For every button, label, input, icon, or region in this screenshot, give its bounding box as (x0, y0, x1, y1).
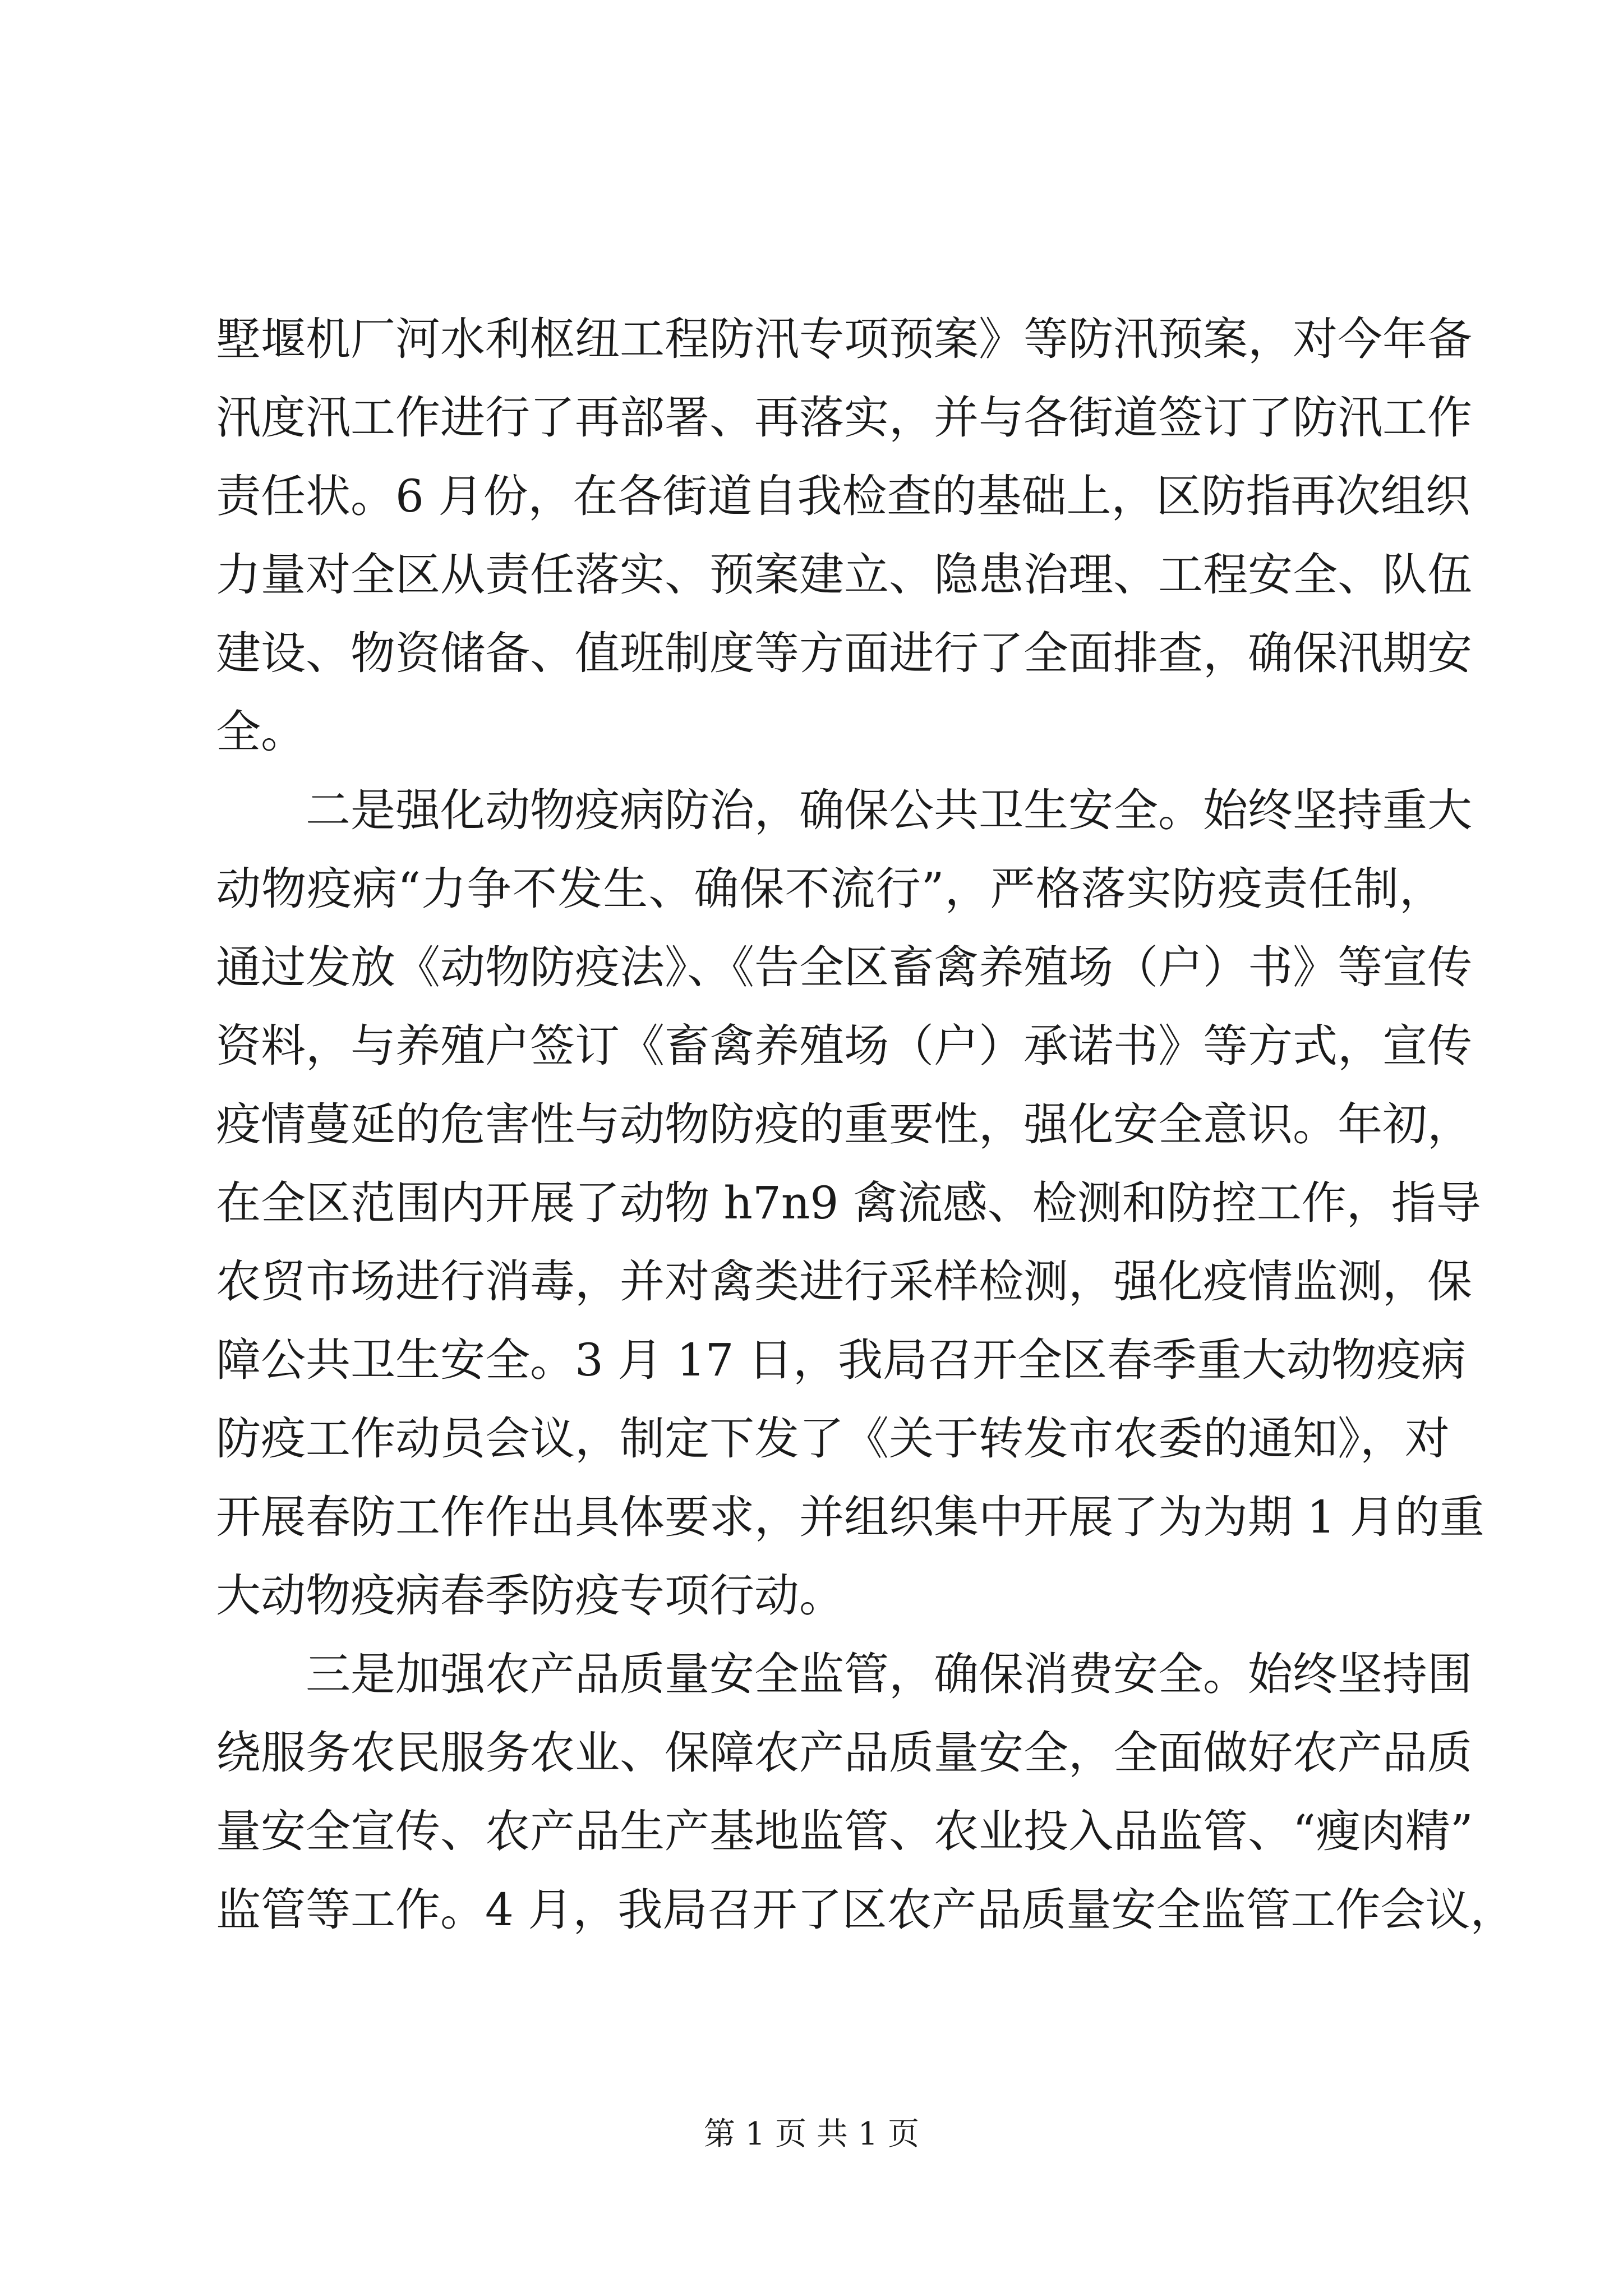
paragraph-line: 障公共卫生安全。3 月 17 日，我局召开全区春季重大动物疫病 (216, 1334, 1466, 1386)
paragraph-line: 量安全宣传、农产品生产基地监管、农业投入品监管、“瘦肉精” (216, 1805, 1473, 1857)
paragraph-line: 监管等工作。4 月，我局召开了区农产品质量安全监管工作会议， (216, 1884, 1515, 1936)
paragraph-line: 开展春防工作作出具体要求，并组织集中开展了为为期 1 月的重 (216, 1491, 1484, 1543)
paragraph-line: 通过发放《动物防疫法》、《告全区畜禽养殖场（户）书》等宣传 (216, 941, 1472, 993)
paragraph-line: 责任状。6 月份，在各街道自我检查的基础上，区防指再次组织 (216, 470, 1470, 522)
page-footer: 第 1 页 共 1 页 (703, 2116, 920, 2152)
paragraph-line: 全。 (216, 706, 306, 758)
paragraph-line: 墅堰机厂河水利枢纽工程防汛专项预案》等防汛预案，对今年备 (216, 313, 1472, 365)
paragraph-line: 建设、物资储备、值班制度等方面进行了全面排查，确保汛期安 (216, 627, 1472, 679)
paragraph-line: 在全区范围内开展了动物 h7n9 禽流感、检测和防控工作，指导 (216, 1177, 1481, 1229)
paragraph-line: 力量对全区从责任落实、预案建立、隐患治理、工程安全、队伍 (216, 549, 1472, 601)
paragraph-line: 绕服务农民服务农业、保障农产品质量安全，全面做好农产品质 (216, 1727, 1472, 1779)
paragraph-line: 资料，与养殖户签订《畜禽养殖场（户）承诺书》等方式，宣传 (216, 1020, 1472, 1072)
paragraph-line: 汛度汛工作进行了再部署、再落实，并与各街道签订了防汛工作 (216, 392, 1472, 444)
paragraph-line: 疫情蔓延的危害性与动物防疫的重要性，强化安全意识。年初， (216, 1098, 1472, 1151)
paragraph-line: 三是加强农产品质量安全监管，确保消费安全。始终坚持围 (306, 1648, 1472, 1700)
paragraph-line: 农贸市场进行消毒，并对禽类进行采样检测，强化疫情监测，保 (216, 1255, 1472, 1308)
paragraph-line: 动物疫病“力争不发生、确保不流行”，严格落实防疫责任制， (216, 863, 1444, 915)
paragraph-line: 大动物疫病春季防疫专项行动。 (216, 1570, 844, 1622)
paragraph-line: 二是强化动物疫病防治，确保公共卫生安全。始终坚持重大 (306, 784, 1472, 836)
paragraph-line: 防疫工作动员会议，制定下发了《关于转发市农委的通知》，对 (216, 1412, 1450, 1465)
